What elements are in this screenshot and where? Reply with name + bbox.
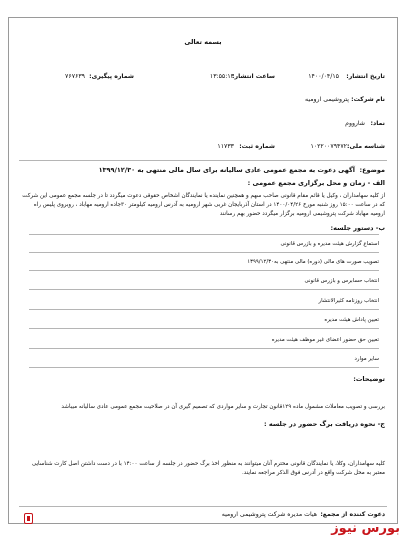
company-name-value: پتروشیمی ارومیه — [305, 96, 349, 103]
section-c-heading: ج- نحوه دریافت برگ حضور در جلسه : — [264, 420, 385, 428]
inviter-label: دعوت کننده از مجمع: — [320, 511, 385, 518]
ticker-value: شارووم — [345, 120, 365, 127]
agenda-divider-top — [29, 234, 379, 235]
publish-time-value: ۱۳:۵۵:۱۳ — [209, 73, 234, 80]
agenda-item: استماع گزارش هیئت مدیره و بازرس قانونی — [280, 241, 379, 247]
notes-text: بررسی و تصویب معاملات مشمول ماده ۱۲۹قانون تجارت و سایر مواردی که تصمیم گیری آن در صلاحیت مجمع عمومی عادی سالیانه میباشد — [61, 404, 385, 410]
tracking-value: ۷۶۷۶۳۹ — [65, 73, 85, 80]
agenda-divider-bottom — [29, 367, 379, 368]
ticker-label: نماد: — [370, 120, 385, 127]
section-b-heading: ب- دستور جلسه: — [330, 224, 385, 232]
section-a-heading: الف - زمان و محل برگزاری مجمع عمومی : — [247, 179, 385, 187]
bismillah-header: بسمه تعالی — [184, 38, 222, 46]
agenda-divider — [29, 289, 379, 290]
agenda-item: تعیین حق حضور اعضای غیر موظف هیئت مدیره — [271, 337, 379, 343]
notice-document — [8, 17, 398, 524]
subject-label: موضوع: — [359, 166, 385, 174]
bourse-news-logo-icon — [24, 513, 33, 524]
agenda-divider — [29, 309, 379, 310]
agenda-item: تعیین پاداش هیئت مدیره — [324, 317, 379, 323]
registration-number-value: ۱۱۷۳۳ — [217, 143, 234, 150]
agenda-divider — [29, 252, 379, 253]
inviter-value: هیات مدیره شرکت پتروشیمی ارومیه — [221, 511, 317, 518]
agenda-divider — [29, 270, 379, 271]
national-id-value: ۱۰۲۲۰۰۷۹۴۷۲ — [310, 143, 347, 150]
agenda-divider — [29, 348, 379, 349]
section-a-text: از کلیه سهامداران ، وکیل یا قائم مقام قانونی صاحب سهم و همچنین نماینده یا نمایندگان اشخاص حقوقی دعوت میگردد تا در جلسه مجمع عمومی این شرکت که در ساعت ۱۵:۰۰ روز شنبه مورخ ۱۴۰۰/۰۴/۲۶ در استان آذربایجان غربی شهر ارومیه به آدرس ارومیه کیلومتر ۳۰جاده ارومیه مهاباد ، روبروی پلیس راه ارومیه مهاباد شرکت پتروشیمی ارومیه برگزار میگردد حضور بهم رسانند — [22, 193, 385, 217]
company-name-label: نام شرکت: — [351, 96, 385, 103]
registration-number-label: شماره ثبت: — [239, 143, 275, 150]
notes-label: توضیحات: — [353, 375, 385, 383]
watermark-text: بورس نیوز — [331, 521, 400, 536]
agenda-item: انتخاب حسابرس و بازرس قانونی — [304, 278, 379, 284]
agenda-item: تصویب صورت های مالی (دوره) مالی منتهی به۱۳۹۹/۱۲/۳۰ — [247, 259, 379, 265]
publish-date-label: تاریخ انتشار: — [346, 73, 385, 80]
tracking-label: شماره پیگیری: — [89, 73, 134, 80]
subject-value: آگهی دعوت به مجمع عمومی عادی سالیانه برای سال مالی منتهی به ۱۳۹۹/۱۲/۳۰ — [98, 166, 355, 174]
national-id-label: شناسه ملی: — [346, 143, 385, 150]
agenda-divider — [29, 328, 379, 329]
section-c-text: کلیه سهامداران، وکلا، یا نمایندگان قانونی محترم آنان میتوانند به منظور اخذ برگ حضور در جلسه از ساعت ۱۴:۰۰ با در دست داشتن اصل کارت شناسایی معتبر به محل شرکت واقع در آدرس فوق الذکر مراجعه نمایند. — [31, 461, 385, 476]
publish-time-label: ساعت انتشار: — [232, 73, 275, 80]
divider — [19, 160, 387, 161]
agenda-item: انتخاب روزنامه کثیرالانتشار — [318, 298, 379, 304]
agenda-item: سایر موارد — [354, 356, 379, 362]
divider — [19, 506, 387, 507]
publish-date-value: ۱۴۰۰/۰۴/۱۵ — [308, 73, 339, 80]
